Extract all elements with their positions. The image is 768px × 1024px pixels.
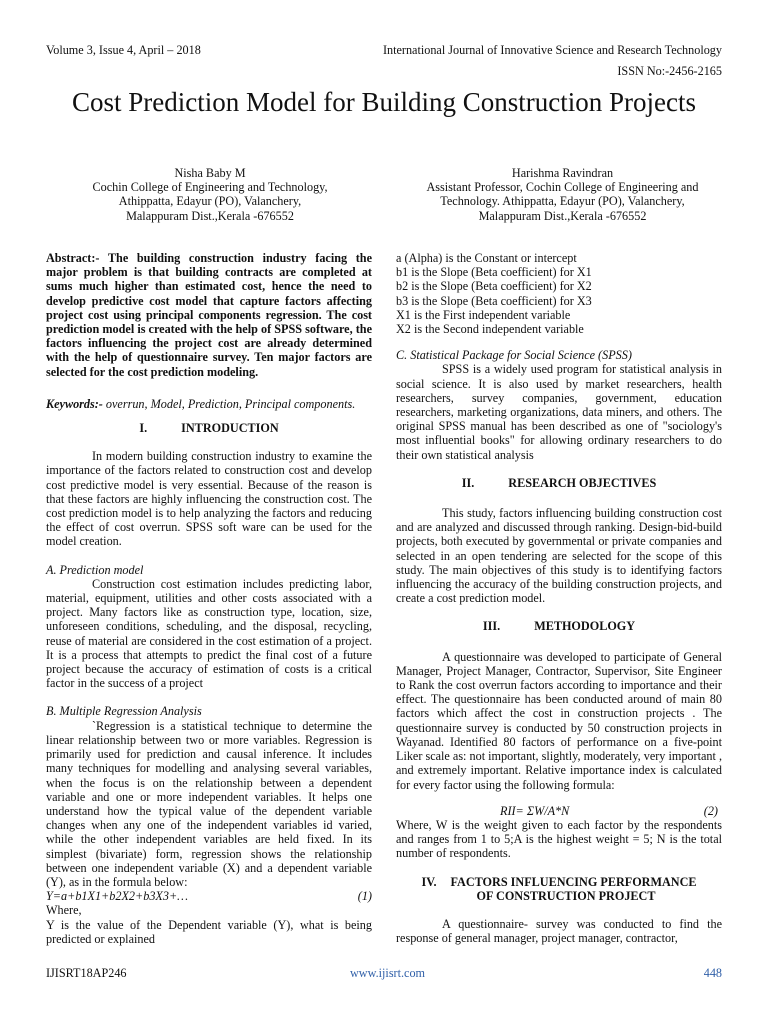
intro-paragraph: In modern building construction industry to examine the importance of the factors related to construction cost and develop cost predictive model is very essential. Because of the reason is that these factors are highly influencing the construction cost. The cost prediction model is to help analyzing the factors and reducing the effect of cost overrun. SPSS soft ware can be used for the model creation. — [46, 449, 372, 549]
issn: ISSN No:-2456-2165 — [617, 64, 722, 78]
spss-paragraph: SPSS is a widely used program for statistical analysis in social science. It is also used by market researchers, health researchers, survey companies, government, education researchers, marketing organizations, data miners, and others. The original SPSS manual has been described as one of "sociology's most influential books" for allowing ordinary researchers to do their own statistical analysis — [396, 362, 722, 462]
formula-where-paragraph: Where, W is the weight given to each factor by the respondents and ranges from 1 to 5;A is the highest weight = 5; N is the total number of respondents. — [396, 817, 722, 861]
section-heading-factors: IV. FACTORS INFLUENCING PERFORMANCE OF CONSTRUCTION PROJECT — [421, 874, 697, 903]
factors-paragraph: A questionnaire- survey was conducted to find the response of general manager, project manager, contractor, — [396, 916, 722, 946]
volume-info: Volume 3, Issue 4, April – 2018 — [46, 43, 201, 57]
paper-title: Cost Prediction Model for Building Construction Projects — [72, 87, 696, 117]
author-affiliation: Athippatta, Edayur (PO), Valanchery, — [118, 194, 302, 209]
abstract-text: The building construction industry facing the major problem is that building contracts are completed at sums much higher than estimated cost, hence the need to develop predictive cost model that capture factors affecting project cost using principal components regression. The cost prediction model is created with the help of SPSS software, the factors influencing the project cost are already determined with the help of questionnaire survey. Ten major factors are selected for the cost prediction modeling. — [46, 251, 372, 379]
subsection-prediction-model: A. Prediction model — [46, 562, 144, 577]
paper-id: IJISRT18AP246 — [46, 966, 127, 980]
subsection-spss: C. Statistical Package for Social Science (SPSS) — [396, 348, 632, 363]
definition-line: a (Alpha) is the Constant or intercept — [396, 251, 577, 265]
definition-line: b1 is the Slope (Beta coefficient) for X1 — [396, 265, 592, 280]
equation-2 — [396, 804, 722, 818]
equation-number: (2) — [703, 803, 718, 818]
author-affiliation: Cochin College of Engineering and Technology, — [92, 180, 328, 195]
section-heading-objectives: II. RESEARCH OBJECTIVES — [461, 475, 657, 490]
where-label: Where, — [46, 903, 82, 918]
journal-name: International Journal of Innovative Science and Research Technology — [382, 43, 722, 57]
y-definition: Y is the value of the Dependent variable (Y), what is being predicted or explained — [46, 917, 372, 946]
definition-line: b2 is the Slope (Beta coefficient) for X2 — [396, 279, 592, 294]
equation-1 — [46, 889, 372, 903]
keywords-label: Keywords:- — [46, 396, 103, 411]
right-column — [396, 251, 722, 945]
equation-text: RII= ΣW/A*N — [500, 803, 570, 818]
author-name: Nisha Baby M — [174, 166, 246, 180]
subsection-regression: B. Multiple Regression Analysis — [46, 704, 202, 719]
abstract — [46, 251, 372, 379]
equation-text: Y=a+b1X1+b2X2+b3X3+… — [46, 889, 189, 904]
keywords-text: overrun, Model, Prediction, Principal components. — [102, 396, 356, 411]
equation-number: (1) — [357, 889, 372, 904]
author-affiliation: Malappuram Dist.,Kerala -676552 — [478, 208, 647, 223]
journal-website-link[interactable]: www.ijisrt.com — [350, 966, 426, 980]
definition-line: X1 is the First independent variable — [396, 307, 571, 322]
page-number: 448 — [703, 966, 722, 980]
objectives-paragraph: This study, factors influencing building construction cost and are analyzed and discussed through ranking. Design-bid-build projects, both executed by governmental or private companies and selected in an open tendering are selected for the scope of this study. The main objectives of this study is to identifying factors influencing the accuracy of the building construction projects, and create a cost prediction model. — [396, 506, 722, 606]
section-heading-methodology: III. METHODOLOGY — [482, 619, 636, 634]
section-heading-introduction: I. INTRODUCTION — [139, 421, 279, 436]
left-column — [46, 251, 372, 946]
regression-paragraph: `Regression is a statistical technique to determine the linear relationship between two or more variables. Regression is primarily used for prediction and causal inference. It includes many techniques for modelling and analysing several variables, when the focus is on the relationship between a dependent variable and one or more independent variables. It helps one understand how the typical value of the dependent variable changes when any one of the independent variables id varied, while the other independent variables are held fixed. In its simplest (bivariate) form, regression shows the relationship between one independent variable (X) and a dependent variable (Y), as in the formula below: — [46, 718, 372, 889]
definition-line: X2 is the Second independent variable — [396, 322, 584, 337]
author-name: Harishma Ravindran — [511, 166, 614, 180]
keywords — [46, 397, 372, 411]
methodology-paragraph: A questionnaire was developed to participate of General Manager, Project Manager, Contractor, Supervisor, Site Engineer to Rank the cost overrun factors according to importance and their effect. The questionnaire has been conducted around of main 80 factors which affect the cost in construction projects . The questionnaire survey is conducted by 50 construction projects in Wayanad. Identified 80 factors of performance on a five-point Liker scale as: not important, slightly, moderately, very important , and extremely important. Relative importance index is calculated for every factor using the following formula: — [396, 649, 722, 792]
author-2 — [395, 166, 730, 223]
author-affiliation: Technology. Athippatta, Edayur (PO), Valanchery, — [440, 194, 685, 209]
variable-definitions — [396, 251, 722, 336]
author-1 — [60, 166, 360, 223]
author-affiliation: Malappuram Dist.,Kerala -676552 — [126, 208, 294, 223]
prediction-model-paragraph: Construction cost estimation includes predicting labor, material, equipment, utilities and other costs associated with a project. Many factors like as construction type, location, size, unforeseen conditions, scheduling, and the disposal, recycling, reuse of material are considered in the cost estimation of a project. It is a process that attempts to predict the final cost of a future project because the accuracy of estimation of costs is a critical factor in the success of a project — [46, 576, 372, 691]
author-affiliation: Assistant Professor, Cochin College of Engineering and — [426, 180, 699, 195]
definition-line: b3 is the Slope (Beta coefficient) for X3 — [396, 293, 592, 308]
abstract-label: Abstract:- — [46, 251, 100, 265]
